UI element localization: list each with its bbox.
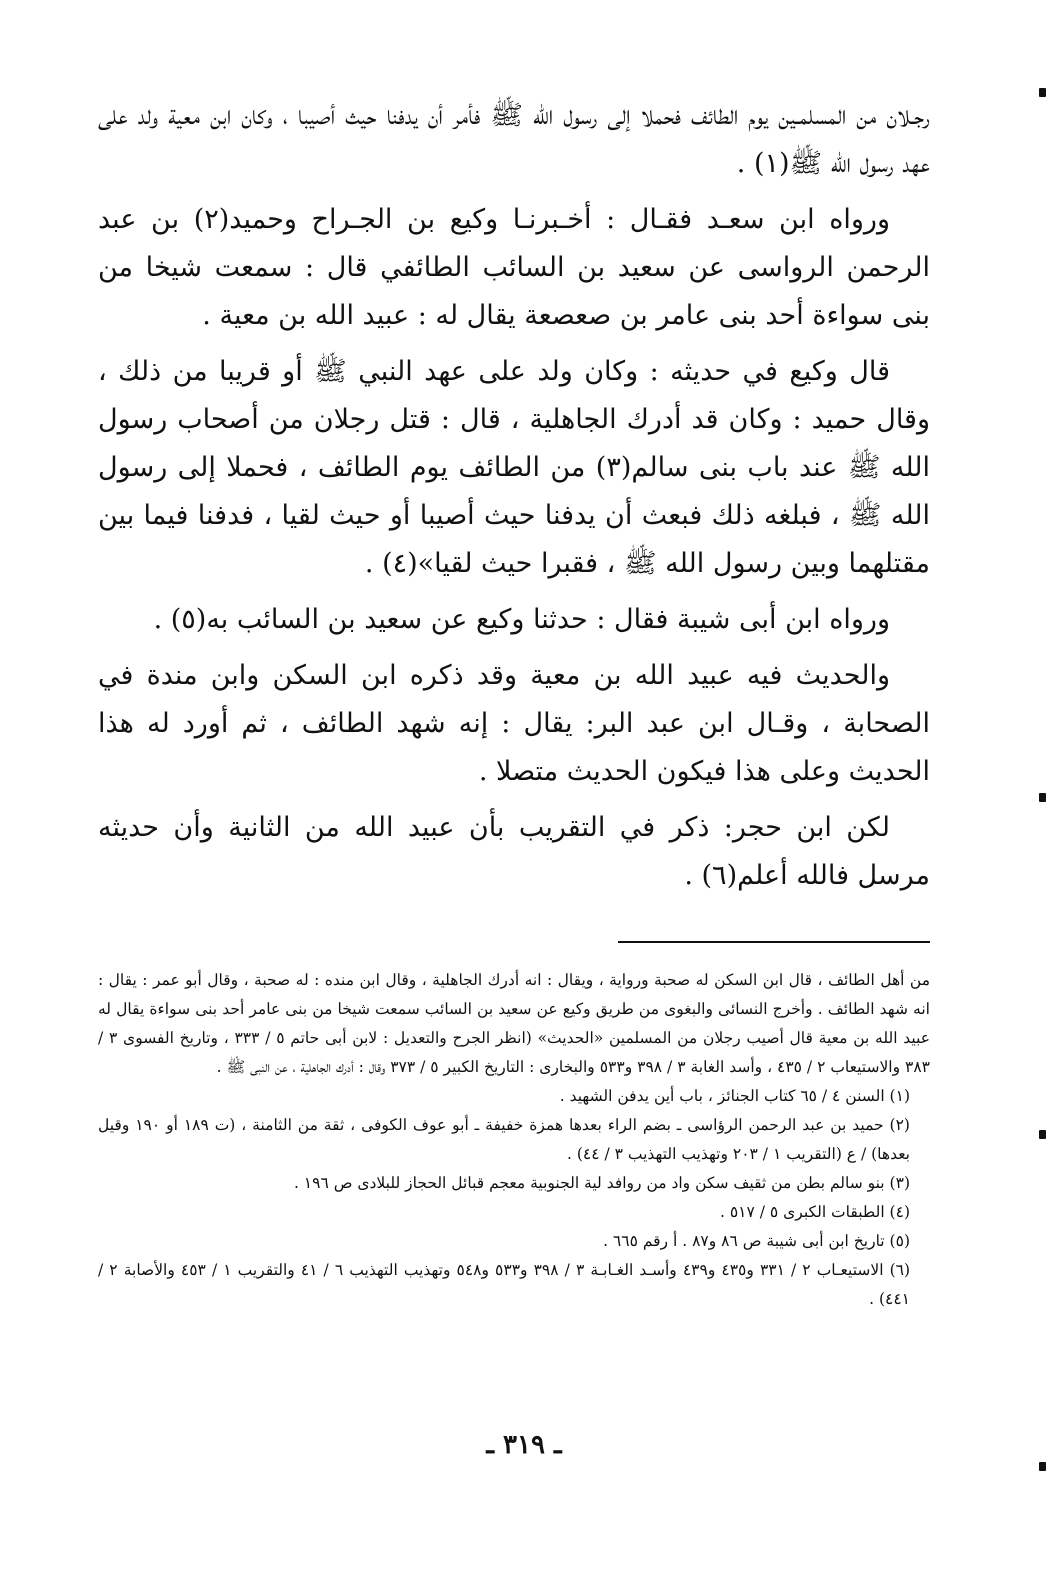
footnote-continuation: من أهل الطائف ، قال ابن السكن له صحبة ورواية ، ويقال : انه أدرك الجاهلية ، وقال ابن منده : له صحبة ، وقال أبو عمر : يقال : انه شهد الطائف . وأخرج النسائى والبغوى من طريق وكيع عن سعيد بن السائب سمعت شيخا من بنى عامر أحد بنى سواءة يقال له عبيد الله بن معية قال أصيب رجلان من المسلمين «الحديث» (انظر الجرح والتعديل : لابن أبى حاتم ٥ / ٣٣٣ ، وتاريخ الفسوى ٣ / ٣٨٣ والاستيعاب ٢ / ٤٣٥ ، وأسد الغابة ٣ / ٣٩٨ و٥٣٣ والبخارى : التاريخ الكبير ٥ / ٣٧٣ وقال : أدرك الجاهلية ، عن النبى ﷺ . [98,971,931,1076]
scan-edge-mark [1039,88,1046,97]
page-number: ـ ٣١٩ ـ [486,1430,562,1460]
footnote-separator [618,941,930,943]
footnote-4: (٤) الطبقات الكبرى ٥ / ٥١٧ . [720,1203,910,1221]
footnote-3: (٣) بنو سالم بطن من ثقيف سكن واد من روافد لية الجنوبية معجم قبائل الحجاز للبلادى ص ١٩٦ . [293,1174,910,1192]
footnote-1: (١) السنن ٤ / ٦٥ كتاب الجنائز ، باب أين يدفن الشهيد . [559,1087,910,1105]
footnote-6: (٦) الاستيعـاب ٢ / ٣٣١ و٤٣٥ و٤٣٩ وأسـد الغـابـة ٣ / ٣٩٨ و٥٣٣ و٥٤٨ وتهذيب التهذيب ٦ / ٤١ والتقريب ١ / ٤٥٣ والأصابة ٢ / ٤٤١) . [98,1261,911,1308]
paragraph-6: لكن ابن حجر: ذكر في التقريب بأن عبيد الله من الثانية وأن حديثه مرسل فالله أعلم(٦) . [98,812,930,891]
footnotes [98,966,930,1314]
scan-edge-mark [1039,793,1046,802]
paragraph-4: ورواه ابن أبى شيبة فقال : حدثنا وكيع عن سعيد بن السائب به(٥) . [153,604,890,635]
footnote-2: (٢) حميد بن عبد الرحمن الرؤاسى ـ بضم الراء بعدها همزة خفيفة ـ أبو عوف الكوفى ، ثقة من الثامنة ، (ت ١٨٩ أو ١٩٠ وقيل بعدها) / ع (التقريب ١ / ٢٠٣ وتهذيب التهذيب ٣ / ٤٤) . [98,1116,910,1163]
paragraph-1: رجـلان من المسلمـين يوم الطائف فحملا إلى رسول الله ﷺ فأمر أن يدفنا حيث أصيبا ، وكان ابن معية ولد على عهد رسول الله ﷺ(١) . [98,100,930,179]
main-text [98,92,930,908]
paragraph-5: والحديث فيه عبيد الله بن معية وقد ذكره ابن السكن وابن مندة في الصحابة ، وقـال ابن عبد البر: يقال : إنه شهد الطائف ، ثم أورد له هذا الحديث وعلى هذا فيكون الحديث متصلا . [98,660,930,787]
footnote-5: (٥) تاريخ ابن أبى شيبة ص ٨٦ و٨٧ . أ رقم ٦٦٥ . [603,1232,910,1250]
paragraph-2: ورواه ابن سعـد فقـال : أخـبرنـا وكيع بن الجـراح وحميد(٢) بن عبد الرحمن الرواسى عن سعيد بن السائب الطائفي قال : سمعت شيخا من بنى سواءة أحد بنى عامر بن صعصعة يقال له : عبيد الله بن معية . [98,204,930,331]
scan-edge-mark [1039,1130,1046,1139]
paragraph-3: قال وكيع في حديثه : وكان ولد على عهد النبي ﷺ أو قريبا من ذلك ، وقال حميد : وكان قد أدرك الجاهلية ، قال : قتل رجلان من أصحاب رسول الله ﷺ عند باب بنى سالم(٣) من الطائف يوم الطائف ، فحملا إلى رسول الله ﷺ ، فبلغه ذلك فبعث أن يدفنا حيث أصيبا أو حيث لقيا ، فدفنا فيما بين مقتلهما وبين رسول الله ﷺ ، فقبرا حيث لقيا»(٤) . [98,356,930,579]
scan-edge-mark [1039,1462,1046,1471]
